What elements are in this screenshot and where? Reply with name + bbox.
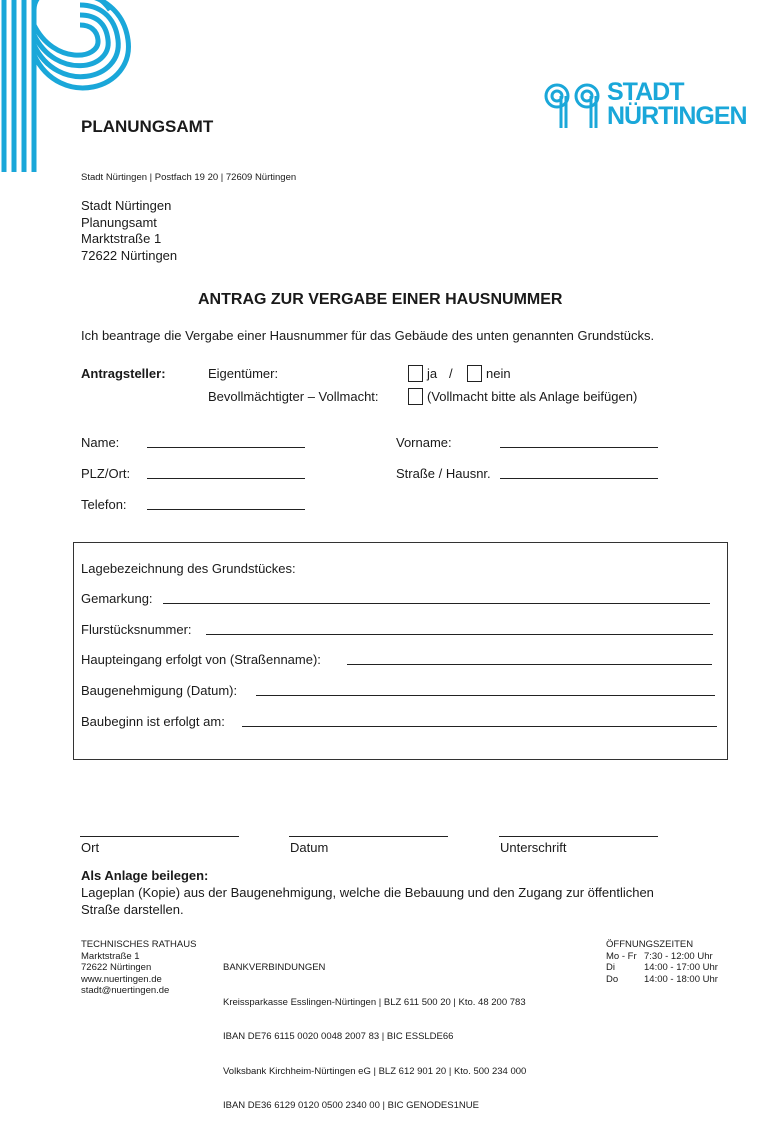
datum-field[interactable] (289, 836, 448, 837)
owner-no-checkbox[interactable] (467, 365, 482, 382)
hours-day: Di (606, 962, 615, 973)
logo-text-nuertingen: NÜRTINGEN (607, 102, 747, 130)
telefon-field[interactable] (147, 509, 305, 510)
city-logo-mark-large (0, 0, 140, 175)
footer-bank-line: IBAN DE36 6129 0120 0500 2340 00 | BIC GENODES1NUE (223, 1100, 479, 1111)
haupteingang-label: Haupteingang erfolgt von (Straßenname): (81, 652, 321, 667)
vorname-label: Vorname: (396, 435, 452, 450)
baugenehmigung-field[interactable] (256, 695, 715, 696)
footer-website-link[interactable]: www.nuertingen.de (81, 973, 162, 985)
footer-address (81, 939, 196, 997)
hours-day: Do (606, 973, 619, 985)
footer-bank-line: IBAN DE76 6115 0020 0048 2007 83 | BIC ESSLDE66 (223, 1031, 454, 1042)
footer-address-line: Marktstraße 1 (81, 950, 140, 962)
attachment-heading: Als Anlage beilegen: (81, 868, 209, 883)
flurstueck-field[interactable] (206, 634, 713, 635)
address-block (81, 198, 177, 264)
owner-yes-label: ja (427, 366, 438, 381)
plz-field[interactable] (147, 478, 305, 479)
intro-text: Ich beantrage die Vergabe einer Hausnummer für das Gebäude des unten genannten Grundstücks. (81, 328, 655, 343)
gemarkung-field[interactable] (163, 603, 710, 604)
owner-no-label: nein (486, 366, 511, 381)
datum-label: Datum (290, 840, 329, 855)
footer-hours (606, 939, 736, 985)
proxy-label: Bevollmächtigter – Vollmacht: (208, 389, 379, 404)
name-label: Name: (81, 435, 120, 450)
address-line: Planungsamt (81, 214, 157, 230)
baubeginn-field[interactable] (242, 726, 717, 727)
flurstueck-label: Flurstücksnummer: (81, 622, 192, 637)
hours-day: Mo - Fr (606, 950, 637, 962)
attachment-line: Lageplan (Kopie) aus der Baugenehmigung, welche die Bebauung und den Zugang zur öffentlichen (81, 885, 654, 900)
strasse-field[interactable] (500, 478, 658, 479)
sender-line: Stadt Nürtingen | Postfach 19 20 | 72609 Nürtingen (81, 172, 297, 183)
name-field[interactable] (147, 447, 305, 448)
address-line: Stadt Nürtingen (81, 198, 172, 213)
logo-mark-icon (543, 80, 609, 130)
logo-text-stadt: STADT (607, 78, 684, 106)
hours-time: 14:00 - 17:00 Uhr (644, 962, 718, 973)
attachment-line: Straße darstellen. (81, 902, 184, 917)
footer-email-link[interactable]: stadt@nuertingen.de (81, 985, 170, 996)
address-line: Marktstraße 1 (81, 231, 162, 246)
plz-label: PLZ/Ort: (81, 466, 131, 481)
baubeginn-label: Baubeginn ist erfolgt am: (81, 714, 225, 729)
owner-separator: / (449, 366, 453, 381)
footer-address-line: 72622 Nürtingen (81, 962, 152, 973)
telefon-label: Telefon: (81, 497, 127, 512)
footer-bank-line: Volksbank Kirchheim-Nürtingen eG | BLZ 612 901 20 | Kto. 500 234 000 (223, 1065, 527, 1077)
proxy-checkbox[interactable] (408, 388, 423, 405)
footer-bank-title: BANKVERBINDUNGEN (223, 962, 326, 973)
stadt-nuertingen-logo (543, 78, 747, 132)
footer-hours-title: ÖFFNUNGSZEITEN (606, 939, 694, 950)
hours-time: 7:30 - 12:00 Uhr (644, 950, 713, 962)
ort-label: Ort (81, 840, 100, 855)
applicant-label: Antragsteller: (81, 366, 166, 381)
property-heading: Lagebezeichnung des Grundstückes: (81, 561, 296, 576)
hours-time: 14:00 - 18:00 Uhr (644, 973, 718, 985)
ort-field[interactable] (80, 836, 239, 837)
unterschrift-field[interactable] (499, 836, 658, 837)
baugenehmigung-label: Baugenehmigung (Datum): (81, 683, 238, 698)
footer-bank (223, 939, 526, 1123)
vorname-field[interactable] (500, 447, 658, 448)
department-title: PLANUNGSAMT (81, 117, 214, 136)
gemarkung-label: Gemarkung: (81, 591, 153, 606)
footer-bank-line: Kreissparkasse Esslingen-Nürtingen | BLZ 611 500 20 | Kto. 48 200 783 (223, 996, 526, 1008)
owner-label: Eigentümer: (208, 366, 279, 381)
form-title: ANTRAG ZUR VERGABE EINER HAUSNUMMER (198, 291, 563, 308)
proxy-note: (Vollmacht bitte als Anlage beifügen) (427, 389, 638, 404)
haupteingang-field[interactable] (347, 664, 712, 665)
owner-yes-checkbox[interactable] (408, 365, 423, 382)
strasse-label: Straße / Hausnr. (396, 466, 491, 481)
unterschrift-label: Unterschrift (500, 840, 567, 855)
footer-address-title: TECHNISCHES RATHAUS (81, 939, 197, 950)
address-line: 72622 Nürtingen (81, 247, 178, 263)
